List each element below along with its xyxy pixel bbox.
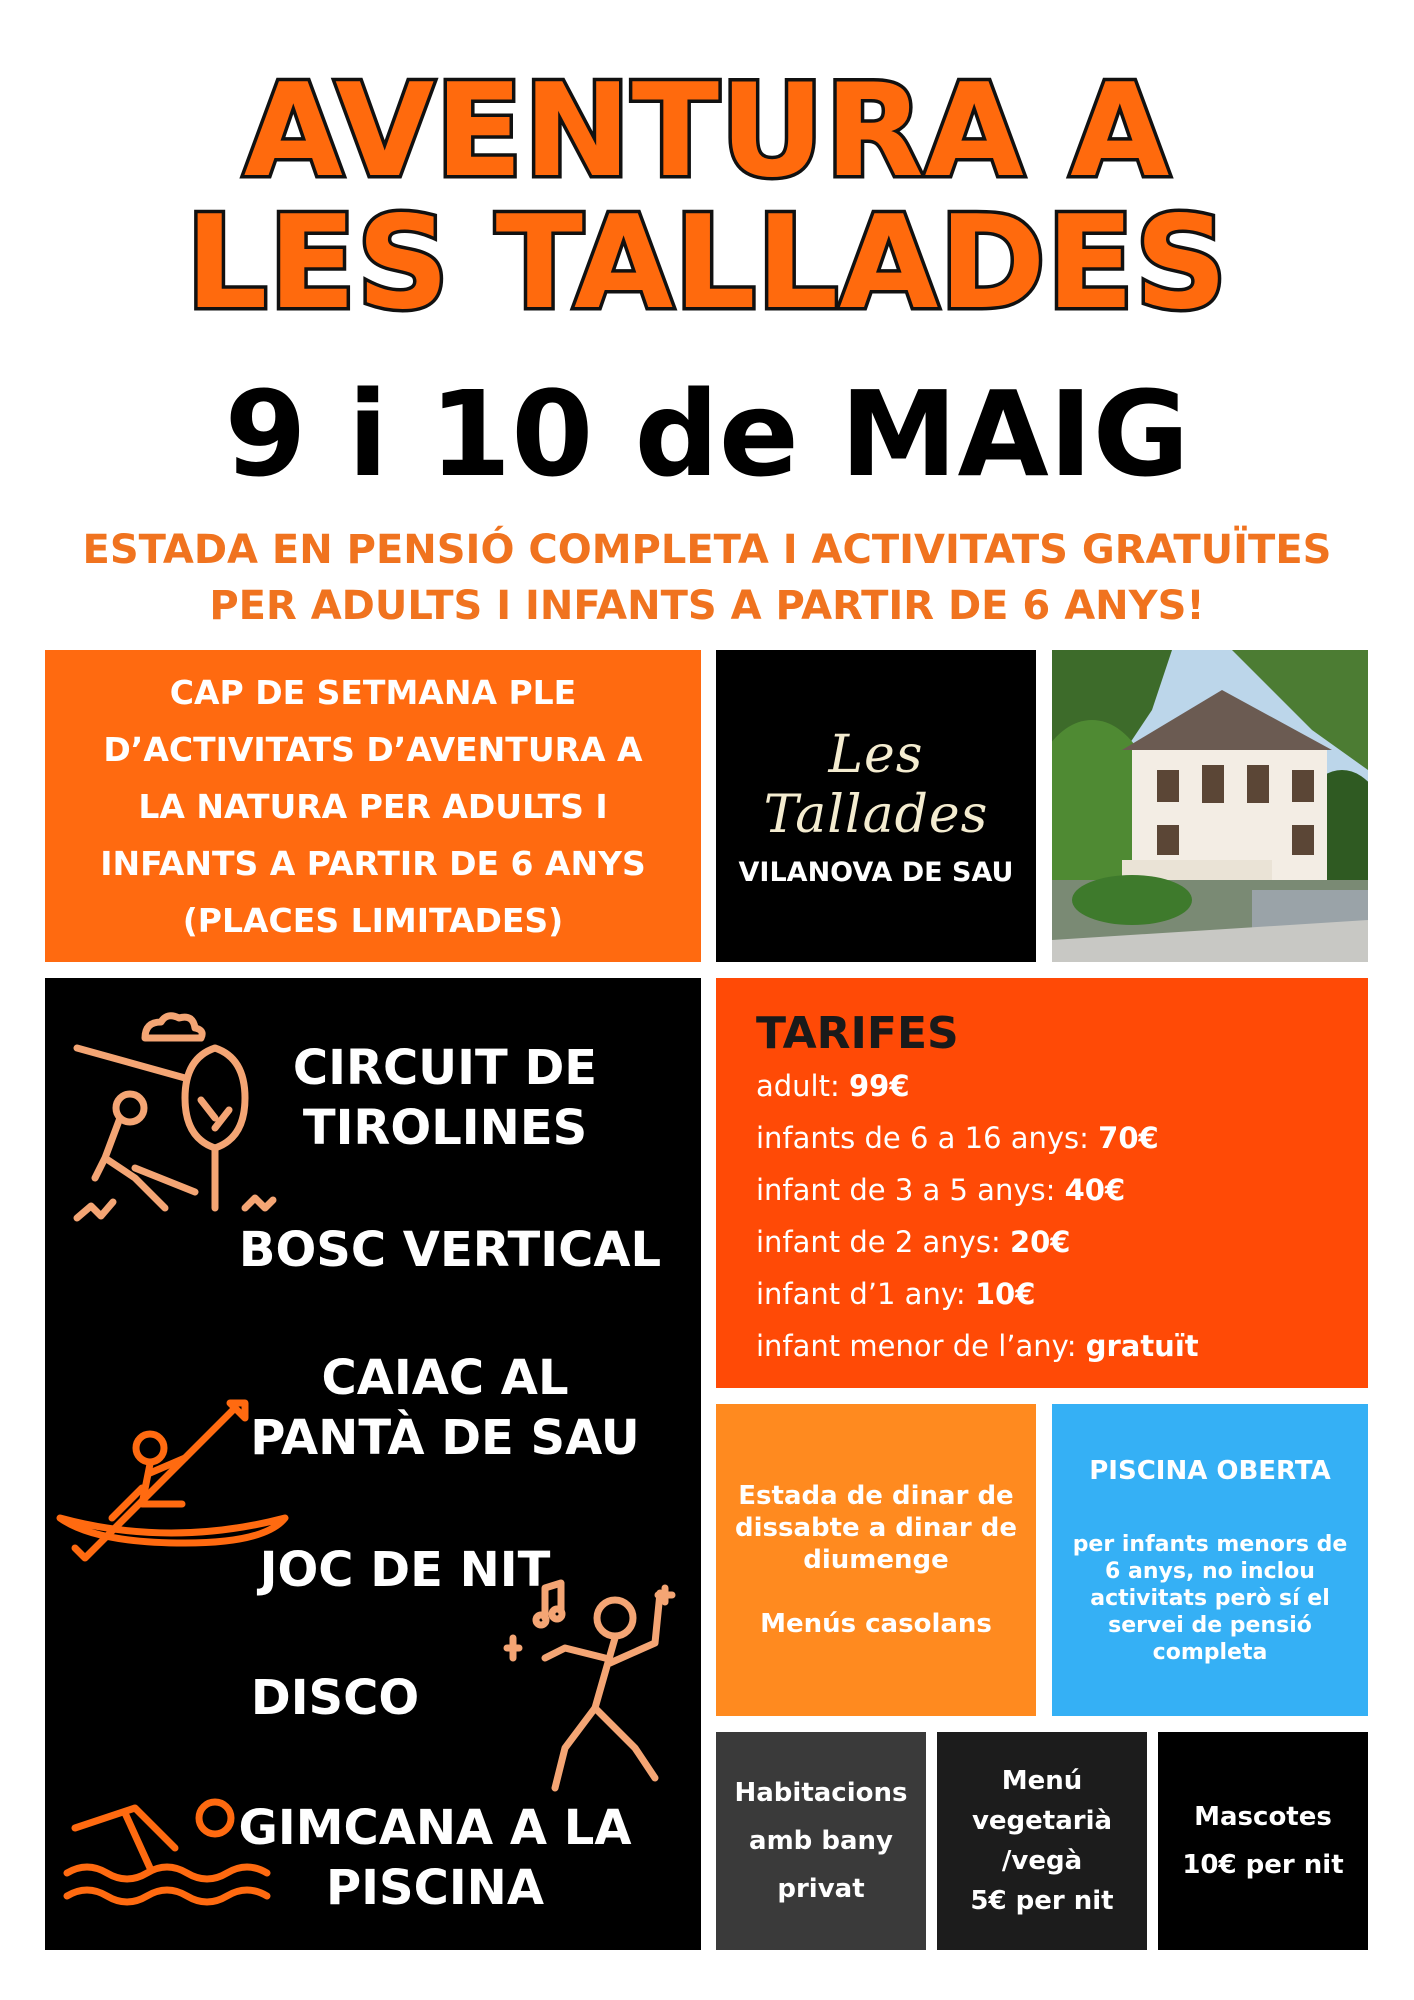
poster-title-line2: LES TALLADES: [185, 189, 1229, 338]
veg-line: /vegà: [1001, 1846, 1083, 1876]
activity-kayak-2: PANTÀ DE SAU: [250, 1410, 640, 1466]
pets-price: 10€ per nit: [1182, 1850, 1344, 1880]
activity-gymkhana-1: GIMCANA A LA: [238, 1800, 632, 1856]
house-photo: [1052, 650, 1368, 962]
pool-box: [1052, 1404, 1368, 1716]
tarifa-price: 10€: [974, 1277, 1036, 1311]
intro-line: INFANTS A PARTIR DE 6 ANYS: [100, 843, 646, 883]
tarifa-label: adult:: [756, 1069, 849, 1103]
tarifes-list: [756, 1060, 1368, 1372]
tarifa-label: infants de 6 a 16 anys:: [756, 1121, 1099, 1155]
logo-name: Les Tallades: [763, 724, 989, 845]
tarifa-price: 20€: [1009, 1225, 1071, 1259]
activity-disco: DISCO: [250, 1670, 420, 1726]
rooms-line: privat: [777, 1874, 865, 1904]
activity-zipline-2: TIROLINES: [302, 1100, 588, 1156]
subtitle-line2: PER ADULTS I INFANTS A PARTIR DE 6 ANYS!: [209, 583, 1205, 629]
house-illustration: [1052, 650, 1368, 962]
pool-line: per infants menors de: [1072, 1531, 1348, 1557]
tarifa-row: [756, 1060, 1368, 1112]
tarifes-title: TARIFES: [756, 1008, 959, 1059]
pool-line: activitats però sí el: [1090, 1585, 1330, 1611]
tarifa-price: 40€: [1064, 1173, 1126, 1207]
tarifes-box: [716, 978, 1368, 1388]
disco-dancer-icon: [505, 1568, 685, 1802]
intro-box: [45, 650, 701, 962]
activity-gymkhana-2: PISCINA: [325, 1860, 544, 1916]
tarifa-row: [756, 1268, 1368, 1320]
tarifa-label: infant de 2 anys:: [756, 1225, 1010, 1259]
subtitle-line1: ESTADA EN PENSIÓ COMPLETA I ACTIVITATS GRATUÏTES: [82, 527, 1332, 573]
poster-title-line1: AVENTURA A: [243, 57, 1171, 206]
intro-line: (PLACES LIMITADES): [182, 900, 564, 940]
rooms-box: [716, 1732, 926, 1950]
stay-line: Estada de dinar de: [738, 1481, 1014, 1511]
veg-line: Menú: [1001, 1766, 1083, 1796]
pool-line: servei de pensió: [1108, 1612, 1312, 1638]
tarifa-row: [756, 1164, 1368, 1216]
tarifa-label: infant de 3 a 5 anys:: [756, 1173, 1065, 1207]
rooms-line: Habitacions: [734, 1778, 908, 1808]
logo-place: VILANOVA DE SAU: [738, 856, 1014, 888]
stay-box: [716, 1404, 1036, 1716]
activity-night-game: JOC DE NIT: [259, 1542, 551, 1598]
intro-line: LA NATURA PER ADULTS I: [138, 786, 608, 826]
logo-box: [716, 650, 1036, 962]
stay-line: diumenge: [803, 1545, 949, 1575]
rooms-line: amb bany: [749, 1826, 893, 1856]
tarifa-row: [756, 1112, 1368, 1164]
stay-menus: Menús casolans: [760, 1609, 992, 1639]
tarifa-price: 99€: [848, 1069, 910, 1103]
pets-box: [1158, 1732, 1368, 1950]
event-date: 9 i 10 de MAIG: [224, 365, 1190, 503]
pool-line: 6 anys, no inclou: [1105, 1558, 1315, 1584]
tarifa-price: gratuït: [1085, 1329, 1199, 1363]
activity-zipline-1: CIRCUIT DE: [292, 1040, 598, 1096]
tarifa-label: infant menor de l’any:: [756, 1329, 1086, 1363]
activity-kayak-1: CAIAC AL: [321, 1350, 569, 1406]
veg-price: 5€ per nit: [970, 1886, 1114, 1916]
tarifa-label: infant d’1 any:: [756, 1277, 975, 1311]
tarifa-row: [756, 1320, 1368, 1372]
intro-line: D’ACTIVITATS D’AVENTURA A: [103, 729, 643, 769]
pets-line: Mascotes: [1194, 1802, 1332, 1832]
activities-panel: [45, 978, 701, 1950]
tarifa-price: 70€: [1098, 1121, 1159, 1155]
activity-forest: BOSC VERTICAL: [238, 1222, 662, 1278]
intro-line: CAP DE SETMANA PLE: [169, 672, 577, 712]
stay-line: dissabte a dinar de: [734, 1513, 1018, 1543]
vegetarian-box: [937, 1732, 1147, 1950]
pool-title: PISCINA OBERTA: [1089, 1455, 1331, 1486]
veg-line: vegetarià: [971, 1806, 1113, 1836]
pool-line: completa: [1152, 1639, 1268, 1665]
tarifa-row: [756, 1216, 1368, 1268]
